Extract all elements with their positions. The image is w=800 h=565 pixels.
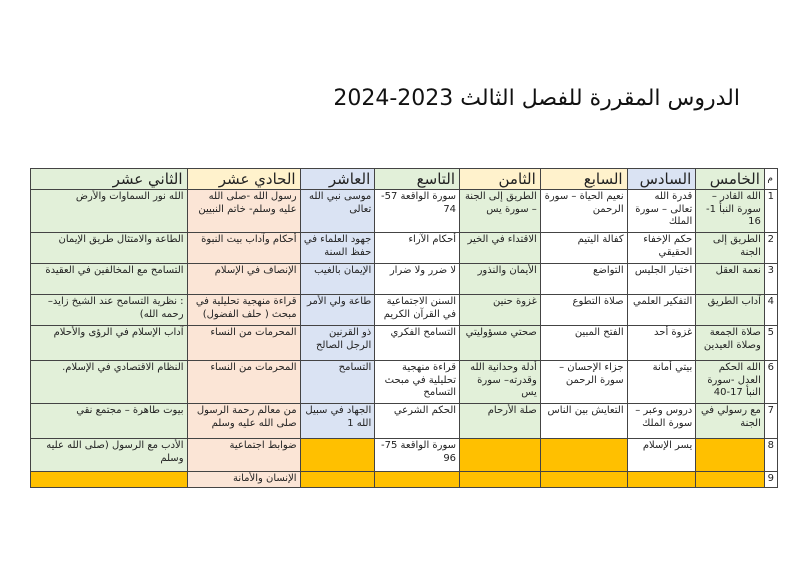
- row-number: 3: [764, 264, 777, 295]
- header-row: [31, 169, 778, 190]
- table-cell: جزاء الإحسان – سورة الرحمن: [540, 361, 627, 404]
- table-cell: الفتح المبين: [540, 326, 627, 361]
- table-cell: المحرمات من النساء: [187, 361, 300, 404]
- table-cell: [31, 472, 188, 488]
- table-cell: [540, 439, 627, 472]
- table-cell: التسامح: [300, 361, 375, 404]
- table-cell: أحكام الآراء: [375, 233, 460, 264]
- table-cell: الأدب مع الرسول (صلى الله عليه وسلم: [31, 439, 188, 472]
- table-cell: قدرة الله تعالى – سورة الملك: [627, 190, 696, 233]
- row-number: 9: [764, 472, 777, 488]
- table-cell: دروس وعبر – سورة الملك: [627, 404, 696, 439]
- table-cell: [696, 472, 765, 488]
- table-cell: قراءة منهجية تحليلية في مبحث التسامح: [375, 361, 460, 404]
- table-cell: صحتي مسؤوليتي: [460, 326, 541, 361]
- table-row: [31, 190, 778, 233]
- row-number: 7: [764, 404, 777, 439]
- header-grade-9: التاسع: [375, 169, 460, 190]
- table-cell: غزوة أحد: [627, 326, 696, 361]
- table-cell: كفالة اليتيم: [540, 233, 627, 264]
- table-cell: [540, 472, 627, 488]
- table-cell: الله نور السماوات والأرض: [31, 190, 188, 233]
- table-cell: الأيمان والنذور: [460, 264, 541, 295]
- row-number: 8: [764, 439, 777, 472]
- table-row: [31, 264, 778, 295]
- table-row: [31, 295, 778, 326]
- table-cell: مع رسولي في الجنة: [696, 404, 765, 439]
- table-cell: الطاعة والامتثال طريق الإيمان: [31, 233, 188, 264]
- table-cell: اختيار الجليس: [627, 264, 696, 295]
- table-cell: الطريق إلى الجنة: [696, 233, 765, 264]
- table-cell: الحكم الشرعي: [375, 404, 460, 439]
- header-grade-5: الخامس: [696, 169, 765, 190]
- table-cell: أحكام وآداب بيت النبوة: [187, 233, 300, 264]
- table-row: [31, 326, 778, 361]
- table-cell: الإنصاف في الإسلام: [187, 264, 300, 295]
- table-cell: الجهاد في سبيل الله 1: [300, 404, 375, 439]
- table-cell: [300, 472, 375, 488]
- header-grade-11: الحادي عشر: [187, 169, 300, 190]
- table-row: [31, 439, 778, 472]
- table-cell: نعمة العقل: [696, 264, 765, 295]
- table-cell: : نظرية التسامح عند الشيخ زايد– رحمه الله): [31, 295, 188, 326]
- table-cell: [460, 472, 541, 488]
- table-cell: [300, 439, 375, 472]
- header-index: م: [764, 169, 777, 190]
- table-cell: رسول الله -صلى الله عليه وسلم- خاتم النبيين: [187, 190, 300, 233]
- table-cell: [627, 472, 696, 488]
- table-cell: آداب الطريق: [696, 295, 765, 326]
- table-cell: النظام الاقتصادي في الإسلام.: [31, 361, 188, 404]
- table-cell: غزوة حنين: [460, 295, 541, 326]
- table-cell: سورة الواقعة 57-74: [375, 190, 460, 233]
- table-cell: التسامح مع المخالفين في العقيدة: [31, 264, 188, 295]
- table-cell: سورة الواقعة 75-96: [375, 439, 460, 472]
- table-cell: حكم الإخفاء الحقيقي: [627, 233, 696, 264]
- table-cell: ذو القرنين الرجل الصالح: [300, 326, 375, 361]
- lessons-table: [30, 168, 778, 488]
- table-row: [31, 472, 778, 488]
- row-number: 5: [764, 326, 777, 361]
- table-cell: الله القادر – سورة النبأ 1-16: [696, 190, 765, 233]
- header-grade-10: العاشر: [300, 169, 375, 190]
- table-cell: الإيمان بالغيب: [300, 264, 375, 295]
- table-row: [31, 361, 778, 404]
- header-grade-12: الثاني عشر: [31, 169, 188, 190]
- table-cell: التواضع: [540, 264, 627, 295]
- table-row: [31, 233, 778, 264]
- table-cell: [375, 472, 460, 488]
- row-number: 2: [764, 233, 777, 264]
- row-number: 4: [764, 295, 777, 326]
- table-cell: صلاة الجمعة وصلاة العيدين: [696, 326, 765, 361]
- table-cell: الله الحكم العدل -سورة النبأ 17-40: [696, 361, 765, 404]
- table-cell: قراءة منهجية تحليلية في مبحث ( حلف الفضول): [187, 295, 300, 326]
- table-cell: المحرمات من النساء: [187, 326, 300, 361]
- table-cell: [460, 439, 541, 472]
- table-cell: من معالم رحمة الرسول صلى الله عليه وسلم: [187, 404, 300, 439]
- table-cell: السنن الاجتماعية في القرآن الكريم: [375, 295, 460, 326]
- table-cell: ضوابط اجتماعية: [187, 439, 300, 472]
- table-cell: الاقتداء في الخير: [460, 233, 541, 264]
- header-grade-6: السادس: [627, 169, 696, 190]
- table-cell: الإنسان والأمانة: [187, 472, 300, 488]
- page-title: الدروس المقررة للفصل الثالث 2023-2024: [333, 86, 740, 111]
- table-cell: الطريق إلى الجنة – سورة يس: [460, 190, 541, 233]
- table-cell: يسر الإسلام: [627, 439, 696, 472]
- table-cell: آداب الإسلام في الرؤى والأحلام: [31, 326, 188, 361]
- table-cell: صلة الأرحام: [460, 404, 541, 439]
- table-cell: التفكير العلمي: [627, 295, 696, 326]
- header-grade-8: الثامن: [460, 169, 541, 190]
- table-cell: بيتي أمانة: [627, 361, 696, 404]
- table-cell: جهود العلماء في حفظ السنة: [300, 233, 375, 264]
- table-cell: طاعة ولي الأمر: [300, 295, 375, 326]
- table-cell: أدلة وحدانية الله وقدرته– سورة يس: [460, 361, 541, 404]
- table-cell: لا ضرر ولا ضرار: [375, 264, 460, 295]
- table-row: [31, 404, 778, 439]
- table-cell: نعيم الحياة – سورة الرحمن: [540, 190, 627, 233]
- table-cell: التعايش بين الناس: [540, 404, 627, 439]
- table-cell: التسامح الفكري: [375, 326, 460, 361]
- table-cell: موسى نبي الله تعالى: [300, 190, 375, 233]
- table-cell: بيوت طاهرة – مجتمع نقي: [31, 404, 188, 439]
- table-cell: [696, 439, 765, 472]
- header-grade-7: السابع: [540, 169, 627, 190]
- row-number: 1: [764, 190, 777, 233]
- row-number: 6: [764, 361, 777, 404]
- table-cell: صلاة التطوع: [540, 295, 627, 326]
